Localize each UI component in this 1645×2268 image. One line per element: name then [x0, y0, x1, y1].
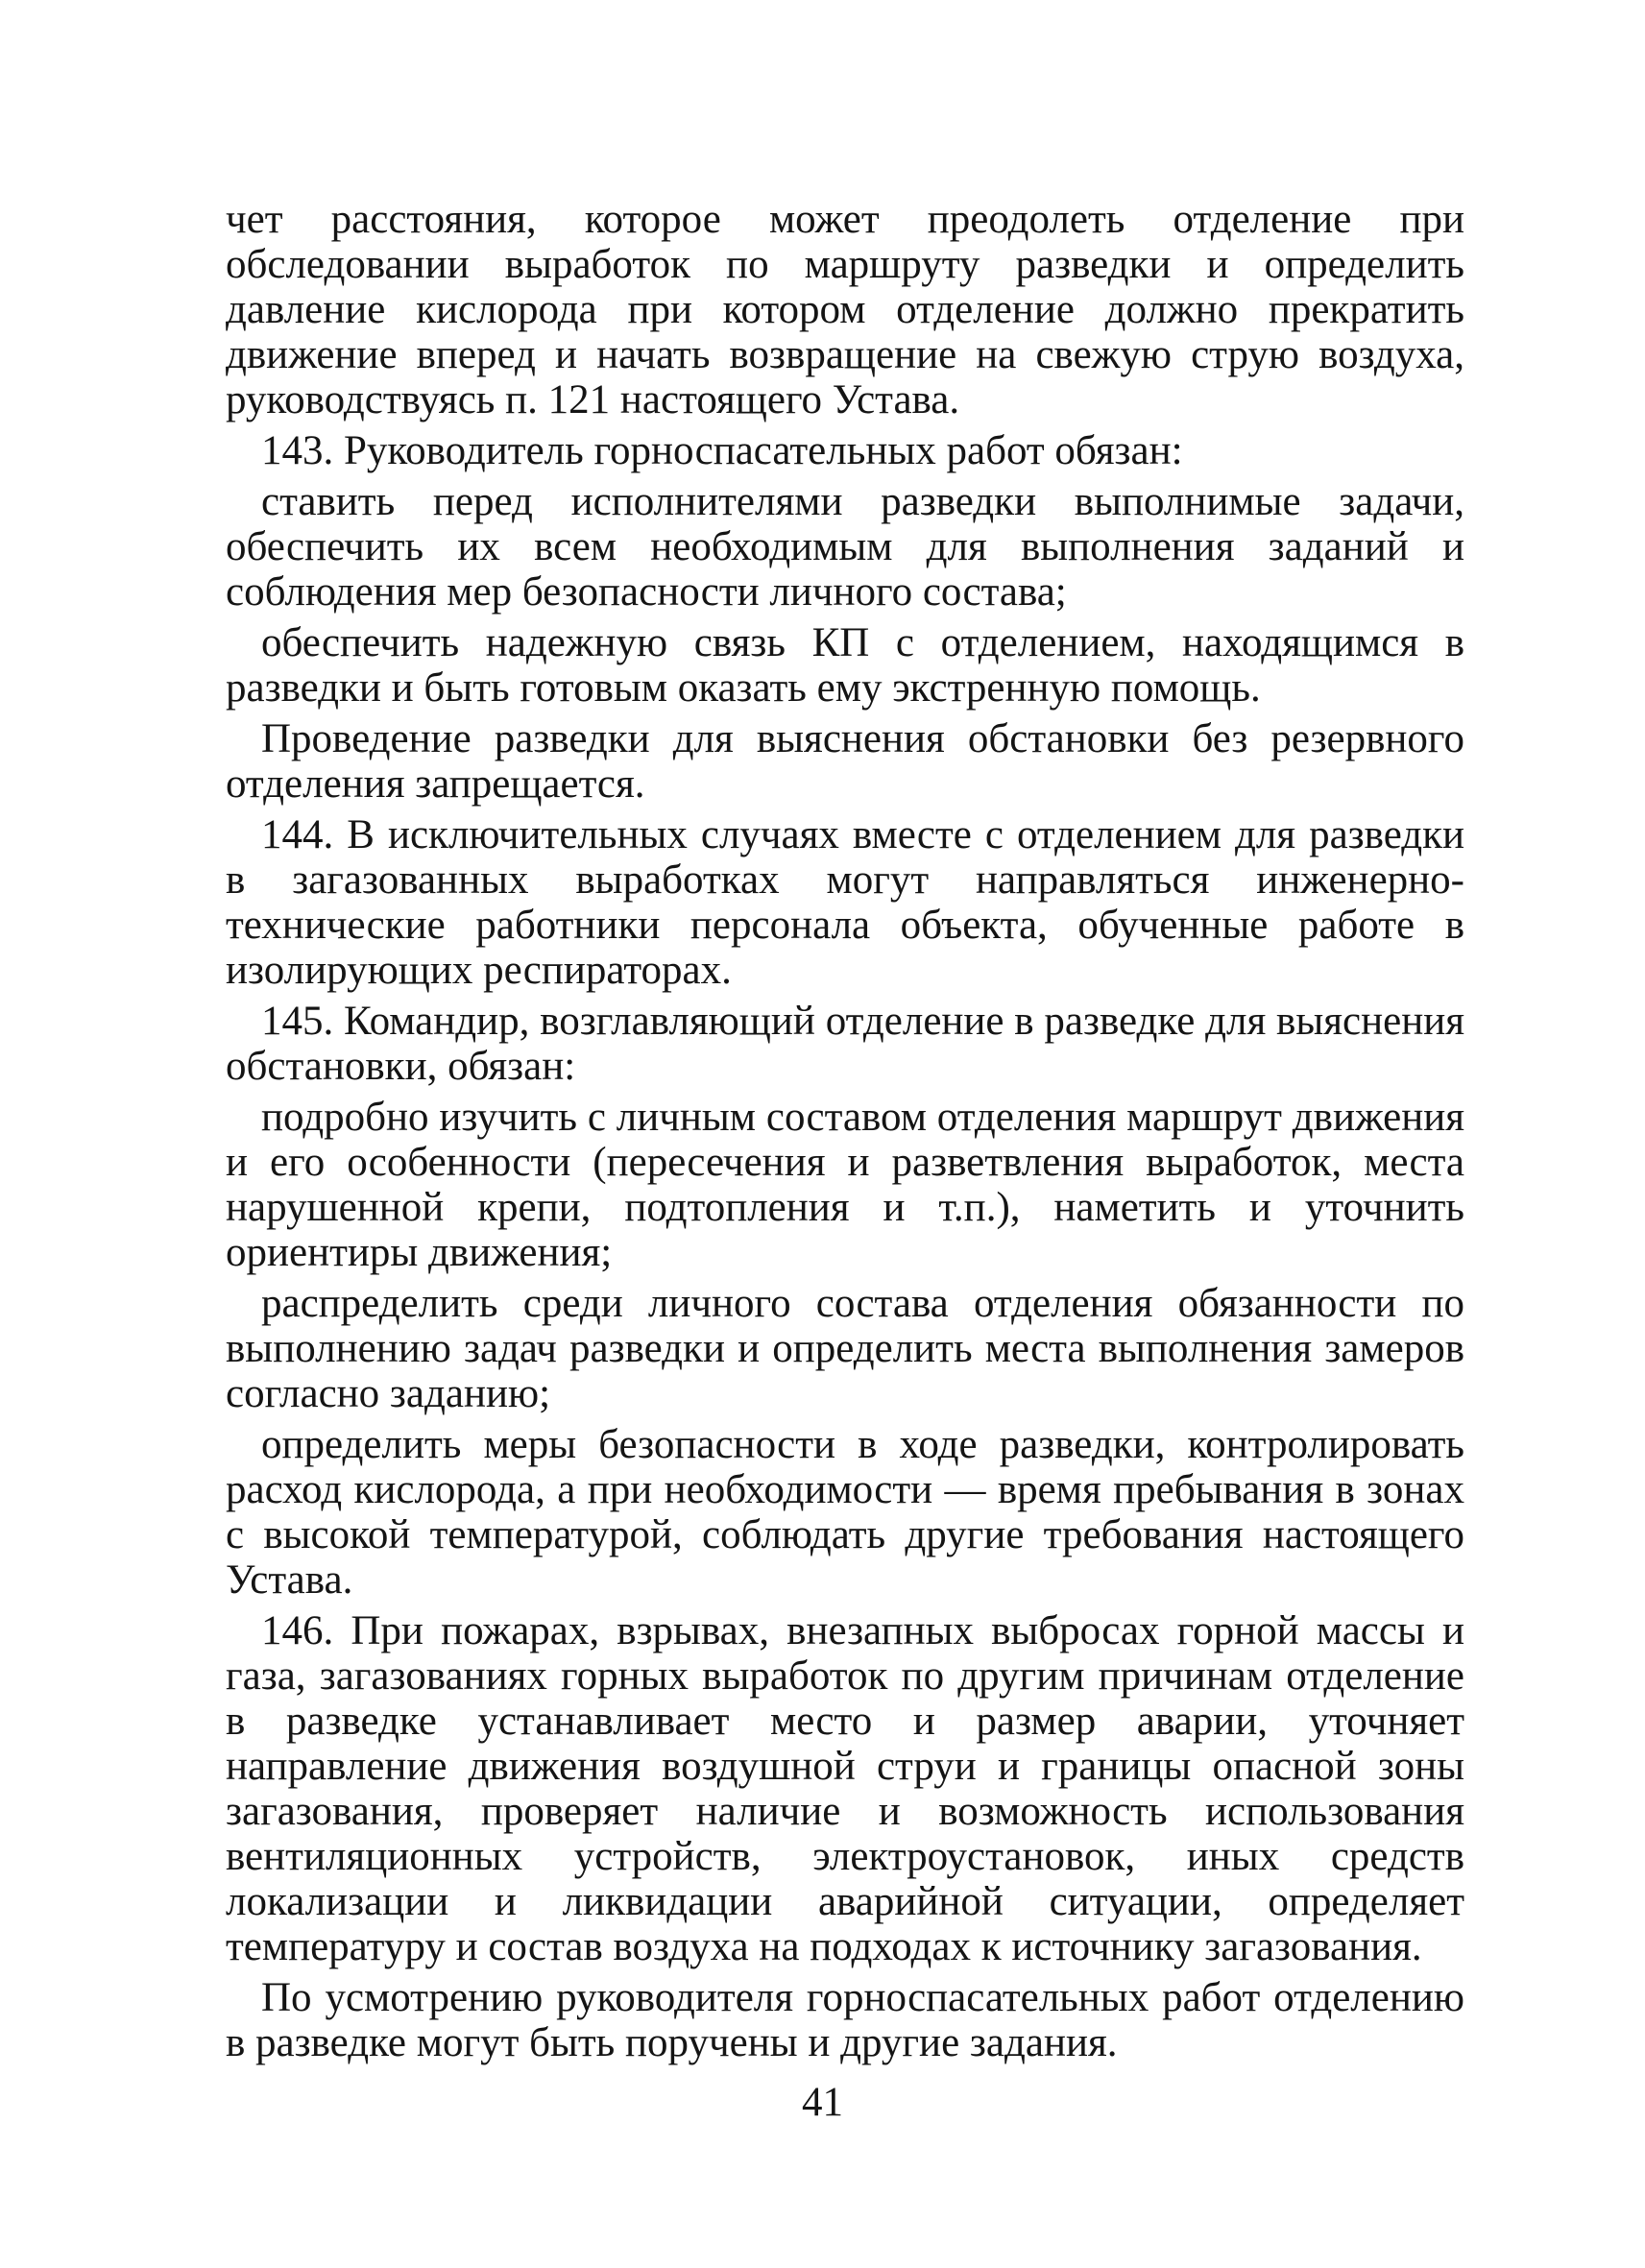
- paragraph-continuation: чет расстояния, которое может преодолеть отделение при обследовании выработок по маршруту разведки и определить давление кислорода при котором отделение должно прекратить движение вперед и начать возвращение на свежую струю воздуха, руководствуясь п. 121 настоящего Устава.: [226, 197, 1464, 422]
- paragraph-145-item-1: подробно изучить с личным составом отделения маршрут движения и его особенности (пересечения и разветвления выработок, места нарушенной крепи, подтопления и т.п.), наметить и уточнить ориентиры движения;: [226, 1095, 1464, 1275]
- paragraph-143: 143. Руководитель горноспасательных работ обязан:: [261, 428, 1183, 473]
- paragraph-143-item-2: обеспечить надежную связь КП с отделением, находящимся в разведки и быть готовым оказать ему экстренную помощь.: [226, 620, 1464, 711]
- paragraph-146: 146. При пожарах, взрывах, внезапных выбросах горной массы и газа, загазованиях горных выработок по другим причинам отделение в разведке устанавливает место и размер аварии, уточняет направление движения воздушной струи и границы опасной зоны загазования, проверяет наличие и возможность использования вентиляционных устройств, электроустановок, иных средств локализации и ликвидации аварийной ситуации, определяет температуру и состав воздуха на подходах к источнику загазования.: [226, 1608, 1464, 1969]
- paragraph-145: 145. Командир, возглавляющий отделение в разведке для выяснения обстановки, обязан:: [226, 999, 1464, 1089]
- paragraph-143-note: Проведение разведки для выяснения обстановки без резервного отделения запрещается.: [226, 716, 1464, 807]
- paragraph-146-note: По усмотрению руководителя горноспасательных работ отделению в разведке могут быть поручены и другие задания.: [226, 1975, 1464, 2065]
- document-page: [226, 197, 1464, 2165]
- paragraph-144: 144. В исключительных случаях вместе с отделением для разведки в загазованных выработках могут направляться инженерно-технические работники персонала объекта, обученные работе в изолирующих респираторах.: [226, 812, 1464, 993]
- paragraph-145-item-2: распределить среди личного состава отделения обязанности по выполнению задач разведки и определить места выполнения замеров согласно заданию;: [226, 1281, 1464, 1416]
- paragraph-143-item-1: ставить перед исполнителями разведки выполнимые задачи, обеспечить их всем необходимым для выполнения заданий и соблюдения мер безопасности личного состава;: [226, 479, 1464, 615]
- paragraph-145-item-3: определить меры безопасности в ходе разведки, контролировать расход кислорода, а при необходимости — время пребывания в зонах с высокой температурой, соблюдать другие требования настоящего Устава.: [226, 1422, 1464, 1603]
- page-number: 41: [802, 2080, 843, 2125]
